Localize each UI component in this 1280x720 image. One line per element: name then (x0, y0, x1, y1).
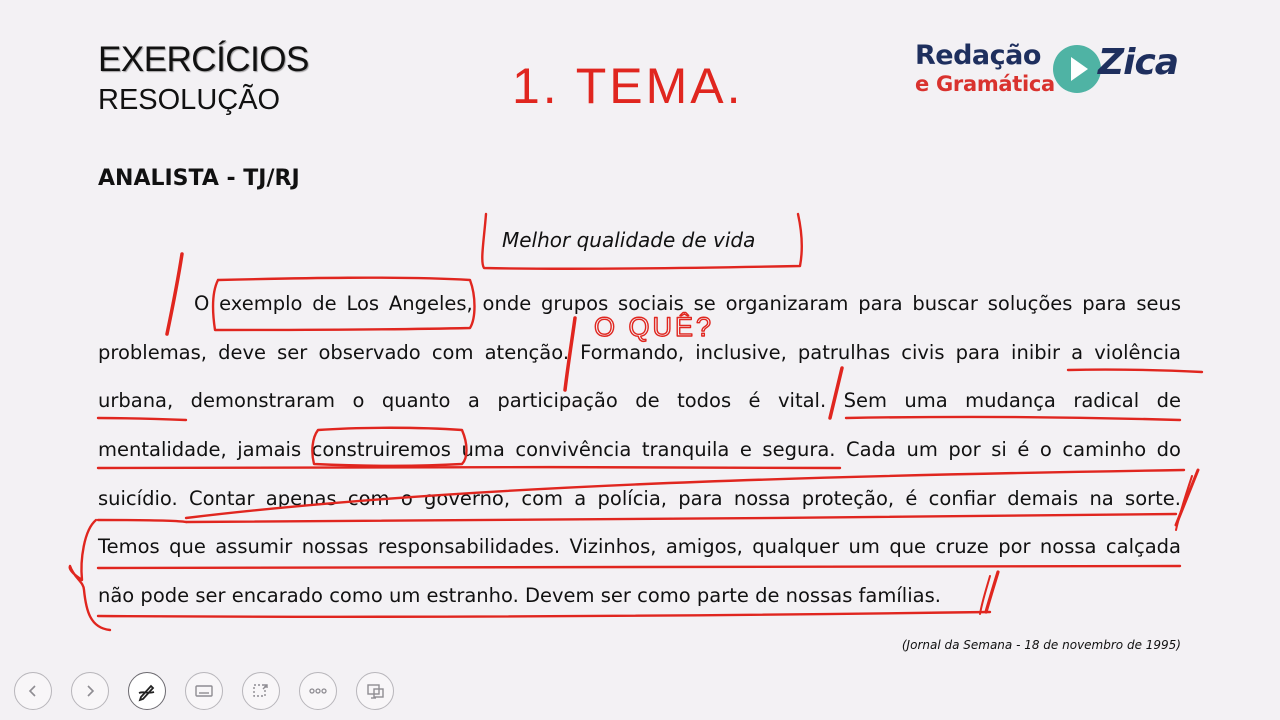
logo-line1: Redação (915, 40, 1041, 71)
zoom-icon (251, 681, 271, 701)
subtitles-icon (194, 683, 214, 699)
chevron-right-icon (82, 683, 98, 699)
brand-logo (912, 40, 1192, 102)
ink-heading: 1. TEMA. (512, 58, 744, 114)
slide-title: EXERCÍCIOS (98, 40, 309, 79)
display-settings-button[interactable] (356, 672, 394, 710)
text-line: suicídio. Contar apenas com o governo, com a polícia, para nossa proteção, é confiar demais na sorte. (98, 486, 1181, 510)
text-title: Melhor qualidade de vida (502, 228, 756, 252)
text-line: O exemplo de Los Angeles, onde grupos sociais se organizaram para buscar soluções para seus (194, 292, 1181, 315)
pen-icon (136, 680, 158, 702)
text-line: não pode ser encarado como um estranho. Devem ser como parte de nossas famílias. (98, 584, 941, 608)
logo-mark: Zica (1098, 42, 1179, 83)
slideshow-toolbar (14, 672, 394, 710)
logo-line2: e Gramática (915, 72, 1055, 96)
previous-slide-button[interactable] (14, 672, 52, 710)
next-slide-button[interactable] (71, 672, 109, 710)
pen-tool-button[interactable] (128, 672, 166, 710)
subtitles-button[interactable] (185, 672, 223, 710)
text-line: Temos que assumir nossas responsabilidades. Vizinhos, amigos, qualquer um que cruze por nossa calçada (98, 535, 1181, 559)
chevron-left-icon (25, 683, 41, 699)
more-options-button[interactable] (299, 672, 337, 710)
zoom-button[interactable] (242, 672, 280, 710)
slide-subtitle: RESOLUÇÃO (98, 84, 281, 116)
section-heading: ANALISTA - TJ/RJ (98, 166, 300, 191)
play-icon (1050, 42, 1104, 96)
text-paragraph (98, 280, 1181, 621)
text-line: urbana, demonstraram o quanto a participação de todos é vital. Sem uma mudança radical de (98, 389, 1181, 413)
ink-question: O QUÊ? (594, 312, 715, 342)
text-line: mentalidade, jamais construiremos uma convivência tranquila e segura. Cada um por si é o caminho do (98, 438, 1181, 462)
display-icon (365, 681, 385, 701)
source-citation: (Jornal da Semana - 18 de novembro de 1995) (901, 638, 1181, 652)
text-line: problemas, deve ser observado com atenção. Formando, inclusive, patrulhas civis para inibir a violência (98, 340, 1181, 364)
more-icon (308, 687, 328, 695)
